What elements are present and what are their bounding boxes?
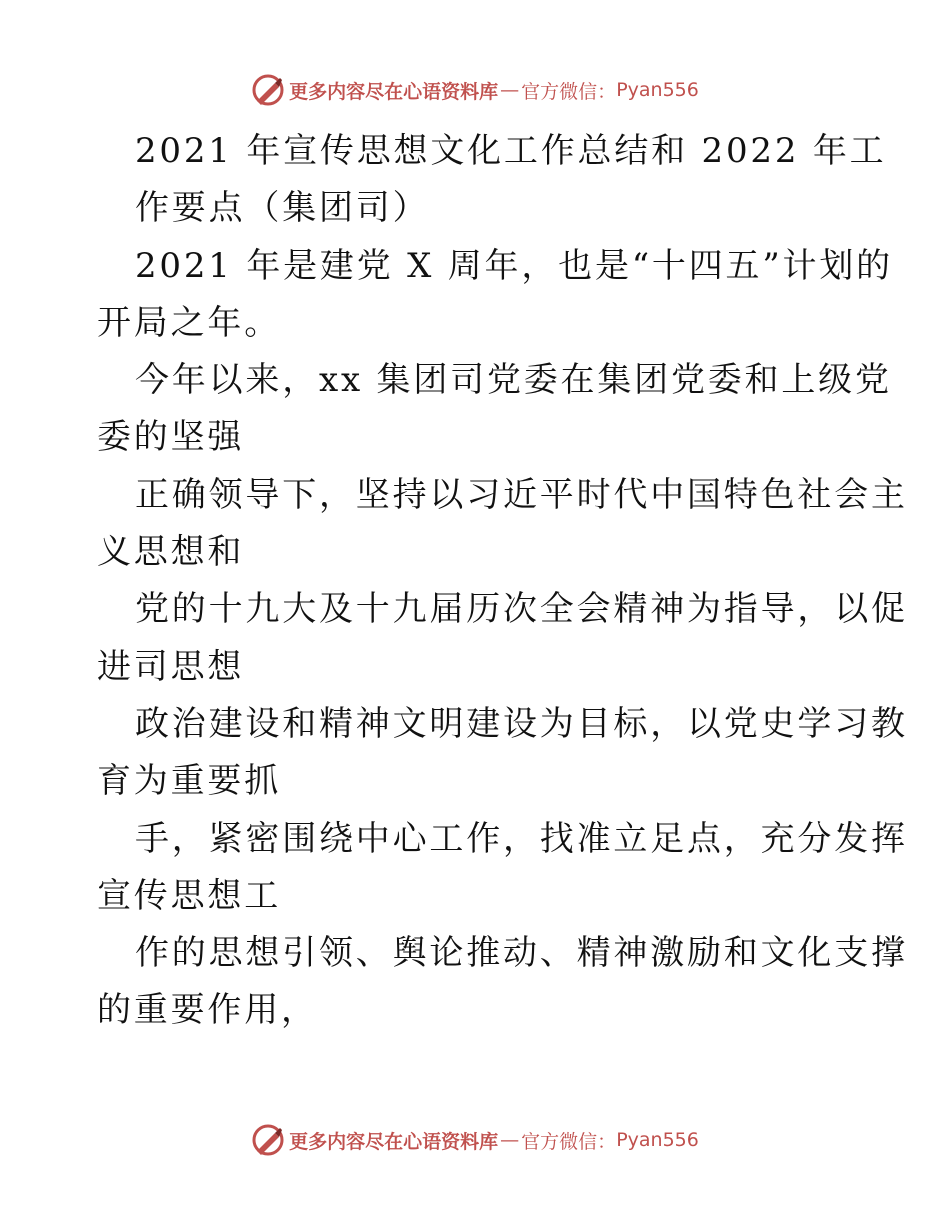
text-line: 义思想和 (97, 532, 245, 573)
text-line: 手，紧密围绕中心工作，找准立足点，充分发挥 (135, 818, 908, 859)
text-line: 作的思想引领、舆论推动、精神激励和文化支撑 (135, 933, 908, 974)
text-line: 政治建设和精神文明建设为目标，以党史学习教 (135, 703, 908, 744)
banner-wechat-id: Pyan556 (616, 1129, 699, 1151)
text-line: 育为重要抓 (97, 761, 281, 802)
text-line: 正确领导下，坚持以习近平时代中国特色社会主 (135, 474, 908, 515)
text-line: 2021 年是建党 X 周年，也是“十四五”计划的 (135, 245, 893, 286)
footer-banner (0, 1120, 950, 1160)
text-line: 今年以来，xx 集团司党委在集团党委和上级党 (135, 360, 892, 401)
banner-wechat-label: 官方微信： (521, 80, 617, 103)
banner-title: 更多内容尽在心语资料库 (289, 1130, 499, 1153)
document-body (97, 123, 908, 1040)
banner-separator: — (500, 79, 520, 101)
banner-wechat-id: Pyan556 (616, 79, 699, 101)
text-line: 委的坚强 (97, 417, 245, 458)
text-line: 作要点（集团司） (135, 188, 430, 229)
banner-separator: — (500, 1129, 520, 1151)
pen-logo-icon (251, 1123, 285, 1157)
header-banner (0, 70, 950, 110)
banner-title: 更多内容尽在心语资料库 (289, 80, 499, 103)
text-line: 开局之年。 (97, 302, 281, 343)
text-line: 2021 年宣传思想文化工作总结和 2022 年工 (135, 131, 887, 171)
text-line: 党的十九大及十九届历次全会精神为指导，以促 (135, 589, 908, 630)
pen-logo-icon (251, 73, 285, 107)
text-line: 进司思想 (97, 646, 245, 687)
text-line: 的重要作用， (97, 990, 318, 1031)
text-line: 宣传思想工 (97, 875, 281, 916)
banner-wechat-label: 官方微信： (521, 1130, 617, 1153)
